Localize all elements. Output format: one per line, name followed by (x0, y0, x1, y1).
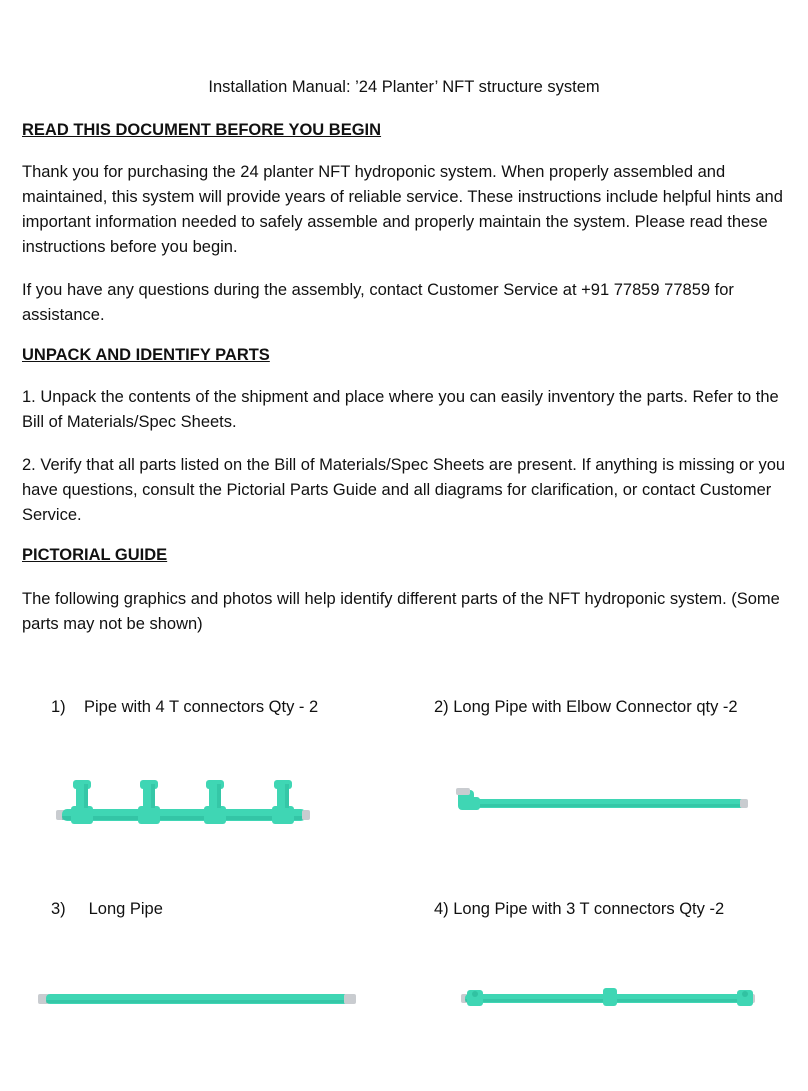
step-1-paragraph: 1. Unpack the contents of the shipment and place where you can easily inventory the parts. Refer to the Bill of Materials/Spec Sheets. (22, 388, 779, 431)
part-2-label: 2) Long Pipe with Elbow Connector qty -2 (434, 698, 738, 716)
unpack-heading: UNPACK AND IDENTIFY PARTS (22, 346, 270, 364)
part-3-label: 3) Long Pipe (51, 900, 163, 918)
pictorial-heading: PICTORIAL GUIDE (22, 546, 168, 564)
contact-paragraph: If you have any questions during the assembly, contact Customer Service at +91 77859 77859 for assistance. (22, 281, 734, 324)
long-pipe-with-3-t-connectors-image (461, 985, 757, 1011)
part-4-label: 4) Long Pipe with 3 T connectors Qty -2 (434, 900, 725, 918)
intro-paragraph: Thank you for purchasing the 24 planter NFT hydroponic system. When properly assembled and maintained, this system will provide years of reliable service. These instructions include helpful hints and important information needed to safely assemble and properly maintain the system. Please read these instructions before you begin. (22, 163, 783, 256)
page-title: Installation Manual: ’24 Planter’ NFT structure system (208, 78, 600, 96)
pictorial-paragraph: The following graphics and photos will help identify different parts of the NFT hydroponic system. (Some parts may not be shown) (22, 590, 780, 633)
long-pipe-with-elbow-image (456, 786, 750, 816)
pipe-with-4-t-connectors-image (56, 776, 312, 826)
long-pipe-image (38, 991, 358, 1007)
read-first-heading: READ THIS DOCUMENT BEFORE YOU BEGIN (22, 121, 382, 139)
part-1-label: 1) Pipe with 4 T connectors Qty - 2 (51, 698, 319, 716)
step-2-paragraph: 2. Verify that all parts listed on the Bill of Materials/Spec Sheets are present. If anything is missing or you have questions, consult the Pictorial Parts Guide and all diagrams for clarification, or contact Customer Service. (22, 456, 786, 524)
